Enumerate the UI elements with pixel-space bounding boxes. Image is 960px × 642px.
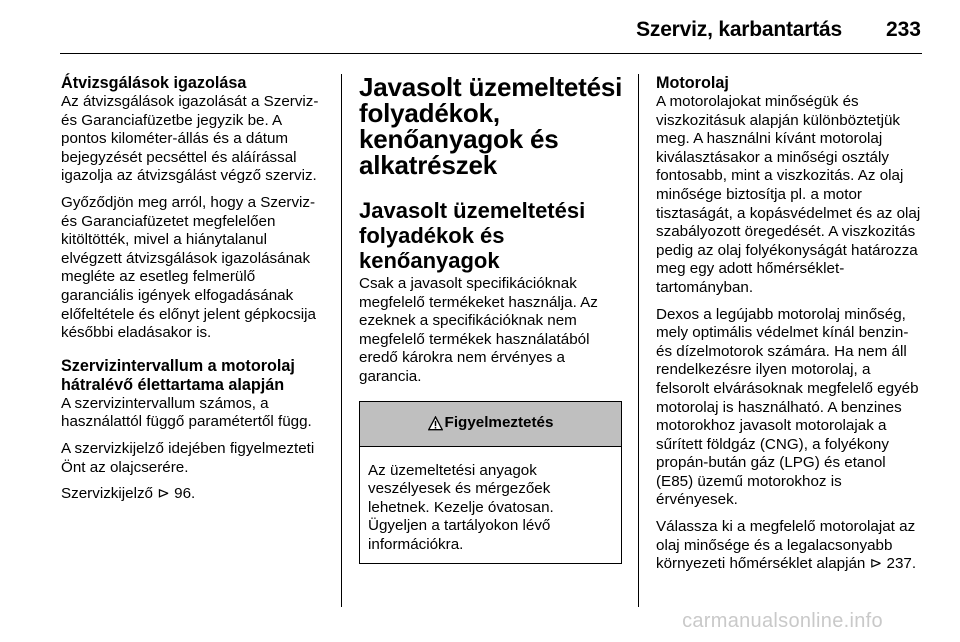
watermark: carmanualsonline.info [682,609,883,632]
heading-engine-oil: Motorolaj [656,74,729,92]
warning-text: Az üzemeltetési anyagok veszélyesek és mérgezőek lehetnek. Kezelje óvatosan. Ügyeljen a tartályokon lévő információkra. [368,461,554,553]
paragraph: A szervizintervallum számos, a használattól függő paramétertől függ. [61,394,312,431]
cross-reference: Szervizkijelző ⊳ 96. [61,485,196,503]
column-divider [341,74,342,607]
paragraph: Válassza ki a megfelelő motorolajat az olaj minősége és a legalacsonyabb környezeti hőmérséklet alapján ⊳ 237. [656,518,917,573]
section-heading: Javasolt üzemeltetési folyadékok és kenőanyagok [359,198,586,273]
warning-box [359,401,622,564]
paragraph: Az átvizsgálások igazolását a Szerviz- és Garanciafüzetbe jegyzik be. A pontos kilométer-állás és a dátum bejegyzését pecséttel és aláírással igazolja az átvizsgálást végző szerviz. [61,93,319,185]
paragraph: Csak a javasolt specifikációknak megfelelő termékeket használja. Az ezeknek a specifikációknak nem megfelelő termékek használatából eredő károkra nem érvényes a garancia. [359,275,598,385]
column-divider [638,74,639,607]
warning-triangle-icon [428,416,443,431]
paragraph: Dexos a legújabb motorolaj minőség, mely optimális védelmet kínál benzin- és dízelmotorok számára. Ha nem áll rendelkezésre ilyen motorolaj, a felsorolt elvárásoknak megfelelő egyéb motorolaj is használható. A benzines motorokhoz javasolt motorolajak a sűrített földgáz (CNG), a folyékony propán-bután gáz (LPG) és etanol (E85) üzemű motorokhoz is érvényesek. [656,305,919,509]
chapter-title: Javasolt üzemeltetési folyadékok, kenőanyagok és alkatrészek [359,72,623,180]
column-middle [359,74,627,564]
warning-label: Figyelmeztetés [444,414,554,432]
column-left [61,74,329,512]
paragraph: Győződjön meg arról, hogy a Szerviz- és Garanciafüzetet megfelelően kitöltötték, mivel a hiánytalanul elvégzett átvizsgálások igazolásának megléte az esetleg felmerülő garanciális igények elfogadásának előfeltétele és előnyt jelent gépkocsija későbbi eladásakor is. [61,193,316,342]
page-number: 233 [885,18,921,41]
page-header [0,0,960,52]
column-right [656,74,926,582]
paragraph: A motorolajokat minőségük és viszkozitásuk alapján különböztetjük meg. A használni kívánt motorolaj kiválasztásakor a minőségi osztály fontosabb, mint a viszkozitás. Az olaj minősége biztosítja pl. a motor tisztaságát, a kopásvédelmet és az olaj szabályozott öregedését. A viszkozitás pedig az olaj folyékonyságát határozza meg egy adott hőmérséklet-tartományban. [656,93,921,296]
header-divider [60,53,922,54]
paragraph: A szervizkijelző idejében figyelmezteti Önt az olajcserére. [61,439,315,476]
heading-service-interval: Szervizintervallum a motorolaj hátralévő élettartama alapján [61,356,295,394]
section-title: Szerviz, karbantartás [636,18,842,41]
heading-inspection-certification: Átvizsgálások igazolása [61,74,247,92]
warning-header [360,402,621,447]
